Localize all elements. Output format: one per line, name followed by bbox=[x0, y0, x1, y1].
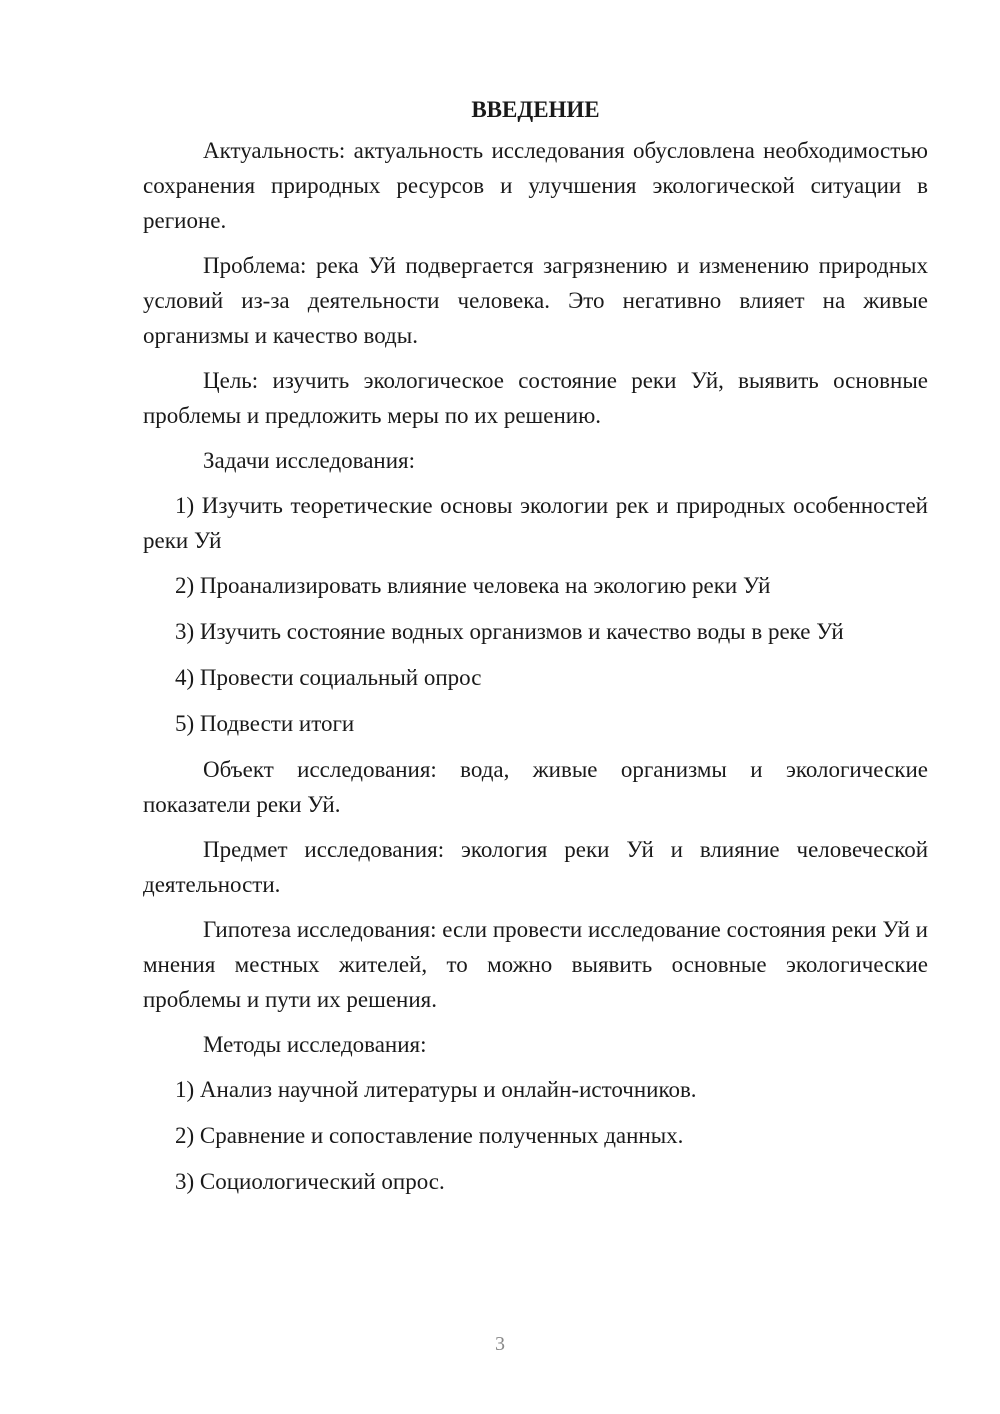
paragraph-subject: Предмет исследования: экология реки Уй и влияние человеческой деятельности. bbox=[143, 837, 928, 897]
method-item-2: 2) Сравнение и сопоставление полученных данных. bbox=[175, 1123, 684, 1148]
method-item-3: 3) Социологический опрос. bbox=[175, 1169, 445, 1194]
page-title: ВВЕДЕНИЕ bbox=[471, 97, 600, 122]
page-number: 3 bbox=[495, 1333, 505, 1355]
paragraph-problem: Проблема: река Уй подвергается загрязнению и изменению природных условий из-за деятельности человека. Это негативно влияет на живые организмы и качество воды. bbox=[143, 253, 928, 348]
method-item-1: 1) Анализ научной литературы и онлайн-источников. bbox=[175, 1077, 697, 1102]
tasks-heading: Задачи исследования: bbox=[203, 448, 416, 473]
paragraph-hypothesis: Гипотеза исследования: если провести исследование состояния реки Уй и мнения местных жителей, то можно выявить основные экологические проблемы и пути их решения. bbox=[143, 917, 928, 1012]
paragraph-object: Объект исследования: вода, живые организмы и экологические показатели реки Уй. bbox=[143, 757, 928, 817]
task-item-2: 2) Проанализировать влияние человека на экологию реки Уй bbox=[175, 573, 771, 598]
document-page bbox=[143, 92, 928, 1210]
paragraph-goal: Цель: изучить экологическое состояние реки Уй, выявить основные проблемы и предложить меры по их решению. bbox=[143, 368, 928, 428]
methods-heading: Методы исследования: bbox=[203, 1032, 427, 1057]
task-item-1: 1) Изучить теоретические основы экологии рек и природных особенностей реки Уй bbox=[143, 493, 928, 553]
task-item-5: 5) Подвести итоги bbox=[175, 711, 355, 736]
paragraph-relevance: Актуальность: актуальность исследования обусловлена необходимостью сохранения природных ресурсов и улучшения экологической ситуации в регионе. bbox=[143, 138, 928, 233]
task-item-3: 3) Изучить состояние водных организмов и качество воды в реке Уй bbox=[175, 619, 844, 644]
task-item-4: 4) Провести социальный опрос bbox=[175, 665, 482, 690]
